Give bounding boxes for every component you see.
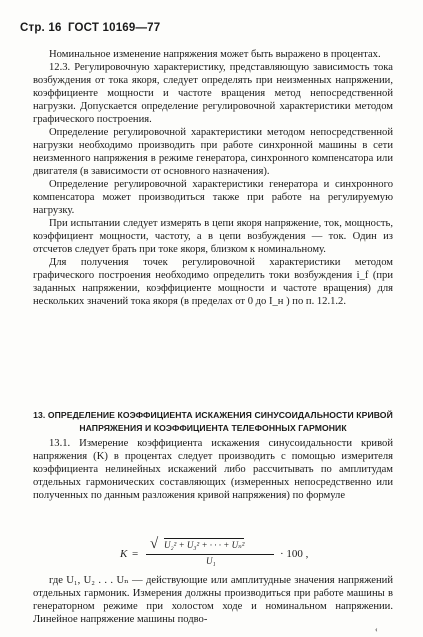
section-body [33, 437, 393, 502]
formula-denominator: U₁ [206, 556, 216, 566]
paragraph-4: Определение регулировочной характеристики генератора и синхронного компенсатора может производиться также при работе на регулируемую нагрузку. [33, 179, 393, 216]
sqrt-icon: √ [150, 536, 159, 552]
page-number: Стр. 16 [20, 22, 62, 34]
paragraph-3: Определение регулировочной характеристики методом непосредственной нагрузки необходимо производить при работе синхронной машины в сети неизменного напряжения в режиме генератора, синхронного компенсатора или двигателя (в зависимости от основного назначения). [33, 127, 393, 177]
formula-multiplier: · 100 , [280, 548, 309, 560]
body-text-bottom [33, 574, 393, 626]
section-heading: 13. ОПРЕДЕЛЕНИЕ КОЭФФИЦИЕНТА ИСКАЖЕНИЯ СИНУСОИДАЛЬНОСТИ КРИВОЙ НАПРЯЖЕНИЯ И КОЭФФИЦИЕНТА ТЕЛЕФОННЫХ ГАРМОНИК [33, 410, 393, 433]
section-paragraph: 13.1. Измерение коэффициента искажения синусоидальности кривой напряжения (K) в процентах следует производить с помощью измерителя коэффициента нелинейных искажений либо рассчитывать по амплитудам отдельных гармонических составляющих (измеренных непосредственно или полученных по данным разложения кривой напряжения) по формуле [33, 438, 393, 501]
paragraph-6: Для получения точек регулировочной характеристики методом графического построения необходимо определить токи возбуждения i_f (при заданных напряжении, коэффициенте мощности и частоте вращения) для нескольких значений тока якоря (в пределах от 0 до I_н ) по п. 12.1.2. [33, 257, 393, 307]
formula-equals: = [132, 548, 139, 560]
page-corner-mark: ‹ [375, 625, 378, 634]
formula-numerator: U₂² + U₃² + · · · + Uₙ² [164, 540, 245, 550]
formula-lhs: K [120, 548, 128, 560]
fraction-bar [146, 554, 274, 555]
standard-code: ГОСТ 10169—77 [67, 22, 161, 34]
page-header [20, 22, 160, 34]
body-text-top [33, 48, 393, 308]
paragraph-2: 12.3. Регулировочную характеристику, представляющую зависимость тока возбуждения от тока якоря, следует определять при неизменных напряжении, коэффициенте мощности и частоте вращения метод непосредственной нагрузки. Допускается определение регулировочной характеристики методом графического построения. [33, 62, 393, 125]
final-paragraph: где U₁, U₂ . . . Uₙ — действующие или амплитудные значения напряжений отдельных гармоник. Измерения должны производиться при работе машины в генераторном режиме при холостом ходе и номинальном напряжении. Линейное напряжение машины подво- [33, 575, 393, 625]
paragraph-1: Номинальное изменение напряжения может быть выражено в процентах. [49, 49, 381, 60]
distortion-formula [120, 536, 320, 570]
paragraph-5: При испытании следует измерять в цепи якоря напряжение, ток, мощность, коэффициент мощности, частоту, а в цепи возбуждения — ток. Один из отсчетов следует брать при токе якоря, близком к номинальному. [33, 218, 393, 255]
